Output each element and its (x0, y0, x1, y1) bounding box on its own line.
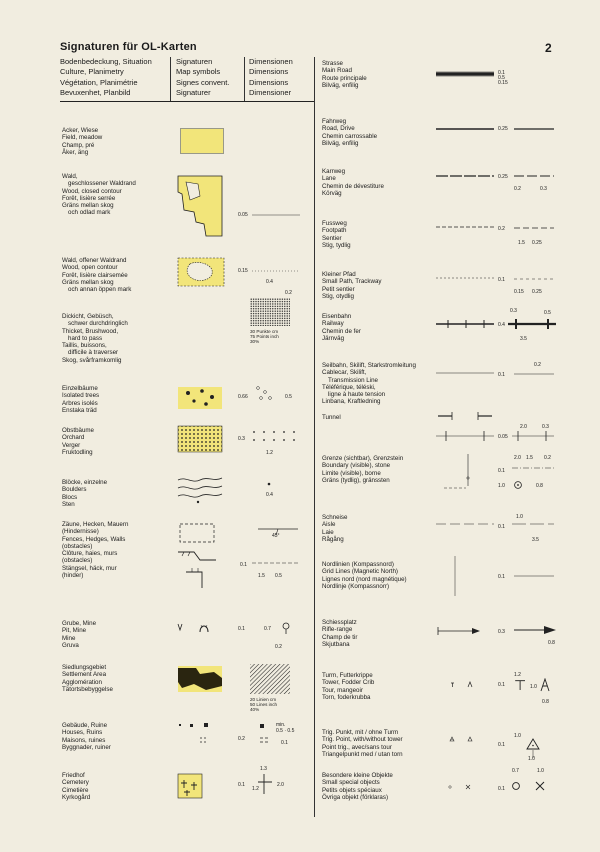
main-road-symbol (436, 64, 496, 84)
entry-footpath: Fussweg Footpath Sentier Stig, tydlig (322, 220, 351, 249)
dimension-label: 0.4 (266, 279, 273, 285)
dimension-line (512, 464, 556, 472)
dimension-label: 1.5 (258, 573, 265, 579)
dimension-label: 0.2 (544, 455, 551, 461)
header-rule (60, 101, 315, 102)
aisle-symbol (436, 520, 496, 528)
dimension-label: 0.1 (498, 468, 505, 474)
dimension-label: 0.3 (540, 186, 547, 192)
entry-special-objects: Besondere kleine Objekte Small special objects Petits objets spéciaux Övriga objekt (förklaras) (322, 772, 393, 801)
dimension-line (252, 560, 300, 568)
entry-cemetery: Friedhof Cemetery Cimetière Kyrkogård (62, 772, 91, 801)
entry-lane: Karrweg Lane Chemin de dévestiture Körväg (322, 168, 384, 197)
dimension-label: 0.15 (238, 268, 248, 274)
rifle-range-symbol (436, 626, 486, 636)
dimension-label: 0.1 (238, 626, 245, 632)
dimension-label: 0.3 (510, 308, 517, 314)
field-meadow-symbol (180, 128, 224, 154)
dimension-label: 0.1 (238, 782, 245, 788)
dimension-label: 0.5 (285, 394, 292, 400)
lane-symbol (436, 171, 496, 181)
dimension-label: 1.0 (514, 733, 521, 739)
dimension-label: 0.05 (238, 212, 248, 218)
dimension-label: 0.7 (512, 768, 519, 774)
dimension-label: 45° (272, 533, 280, 539)
dimension-label: 1.3 (260, 766, 267, 772)
entry-wood-open: Wald, offener Waldrand Wood, open contour Forêt, lisière clairsemée Gräns mellan skog och annan öppen mark (62, 257, 132, 294)
special-object-cross-icon (534, 780, 546, 792)
column-divider (170, 57, 171, 101)
dimension-label: 0.1 (498, 574, 505, 580)
dimension-label: 0.3 (542, 424, 549, 430)
dimension-label: 0.2 (285, 290, 292, 296)
entry-main-road: Strasse Main Road Route principale Bilväg, enfilig (322, 60, 367, 89)
dimension-line (252, 268, 302, 274)
cablecar-symbol (436, 369, 496, 377)
column-divider (244, 57, 245, 101)
dimension-label: 1.2 (514, 672, 521, 678)
settlement-hatch-symbol (250, 664, 290, 694)
dimension-label: 0.1 (240, 562, 247, 568)
dimension-label: 0.05 (498, 434, 508, 440)
small-path-symbol (436, 273, 496, 283)
dimension-label: 0.25 (532, 289, 542, 295)
dimension-label: 0.1 (498, 372, 505, 378)
settlement-symbol (176, 664, 224, 694)
dimension-label: 1.0 (528, 756, 535, 762)
header-column-2: Signaturen Map symbols Signes convent. Signaturer (176, 57, 230, 97)
thicket-screen-note: 30 Punkte cm 75 Points inch 30% (250, 329, 279, 345)
dimension-label: 0.1 (281, 740, 288, 746)
dimension-label: 0.25 (498, 174, 508, 180)
entry-field-meadow: Acker, Wiese Field, meadow Champ, pré Åker, äng (62, 127, 103, 156)
dimension-line (508, 318, 558, 330)
dimension-label: 0.3 (498, 629, 505, 635)
dimension-label: 0.4 (266, 492, 273, 498)
entry-wood-closed: Wald, geschlossener Waldrand Wood, closed contour Forêt, lisière serrée Gräns mellan skog och odlad mark (62, 173, 136, 217)
railway-symbol (436, 318, 496, 330)
cemetery-symbol (176, 772, 206, 802)
dimension-label: 0.25 (532, 240, 542, 246)
fodder-crib-icon (540, 678, 550, 692)
entry-tunnel: Tunnel (322, 414, 341, 421)
entry-thicket: Dickicht, Gebüsch, schwer durchdringlich Thicket, Brushwood, hard to pass Taillis, buissons, difficile à traverser Skog, svårframkomlig (62, 313, 128, 364)
dimension-line (514, 124, 556, 134)
pit-mine-symbol (176, 620, 212, 634)
dimension-label: 1.5 (526, 455, 533, 461)
dimension-line (252, 212, 302, 218)
page-title: Signaturen für OL-Karten (60, 41, 197, 53)
dimension-label: 1.2 (266, 450, 273, 456)
dimension-label: 0.1 (498, 682, 505, 688)
tunnel-symbol (436, 410, 496, 422)
trig-point-icon (526, 738, 540, 750)
entry-orchard: Obstbäume Orchard Verger Fruktodling (62, 427, 94, 456)
dimension-label: 0.66 (238, 394, 248, 400)
special-objects-symbol (446, 782, 476, 792)
dimension-line (512, 520, 556, 528)
entry-fences: Zäune, Hecken, Mauern (Hindernisse) Fences, Hedges, Walls (obstacles) Clôture, haies, murs (obstacles) Stängsel, häck, mur (hinder) (62, 521, 129, 580)
entry-small-path: Kleiner Pfad Small Path, Trackway Petit sentier Stig, otydlig (322, 271, 382, 300)
boundary-stone-icon (512, 479, 524, 491)
wood-closed-symbol (176, 174, 226, 238)
dimension-line (514, 224, 556, 232)
dimension-label: 0.2 (498, 226, 505, 232)
grid-line-symbol (452, 556, 458, 596)
dimension-label: 1.0 (537, 768, 544, 774)
orchard-symbol (176, 424, 224, 454)
entry-pit-mine: Grube, Mine Pit, Mine Mine Gruva (62, 620, 97, 649)
dimension-label: 0.3 (238, 436, 245, 442)
dimension-label: 0.1 (498, 786, 505, 792)
dimension-label: 1.2 (252, 786, 259, 792)
dimension-line (512, 624, 558, 636)
entry-boundary: Grenze (sichtbar), Grenzstein Boundary (visible), stone Limite (visible), borne Gräns (tydlig), gränssten (322, 455, 404, 484)
ruin-detail (258, 736, 274, 746)
header-column-3: Dimensionen Dimensions Dimensions Dimensioner (249, 57, 293, 97)
dimension-label: 0.15 (514, 289, 524, 295)
entry-houses-ruins: Gebäude, Ruine Houses, Ruins Maisons, ruines Byggnader, ruiner (62, 722, 111, 751)
boulder-dot (266, 481, 272, 487)
dimension-line (514, 275, 556, 283)
entry-isolated-trees: Einzelbäume Isolated trees Arbres isolés Enstaka träd (62, 385, 100, 414)
road-drive-symbol (436, 124, 496, 134)
dimension-label: 0.1 (498, 70, 505, 76)
entry-tower: Turm, Futterkrippe Tower, Fodder Crib Tour, mangeoir Torn, foderkrubba (322, 672, 375, 701)
dimension-label: 0.4 (498, 322, 505, 328)
footpath-symbol (436, 222, 496, 232)
dimension-label: 0.1 (498, 524, 505, 530)
entry-road-drive: Fahrweg Road, Drive Chemin carrossable Bilväg, enfilig (322, 118, 378, 147)
boulders-symbol (176, 474, 226, 506)
entry-boulders: Blöcke, einzelne Boulders Blocs Sten (62, 479, 108, 508)
boundary-symbol (436, 452, 496, 492)
trig-point-symbol (448, 734, 478, 744)
header-column-1: Bodenbedeckung, Situation Culture, Planimetry Végétation, Planimétrie Bevuxenhet, Planbild (60, 57, 152, 97)
dimension-label: 0.8 (542, 699, 549, 705)
dimension-label: 0.2 (514, 186, 521, 192)
tower-icon: ⊤ (514, 677, 527, 693)
house-detail (258, 722, 268, 732)
dimension-label: 1.5 (518, 240, 525, 246)
thicket-dot-screen-symbol (250, 298, 290, 326)
dimension-label: 0.7 (264, 626, 271, 632)
dimension-label: 3.5 (532, 537, 539, 543)
orchard-detail (250, 428, 302, 444)
tunnel-detail-symbol (436, 430, 496, 442)
mine-detail (280, 620, 292, 636)
dimension-line (514, 370, 556, 378)
dimension-label: 1.0 (498, 483, 505, 489)
dimension-label: 0.5 (498, 75, 505, 81)
dimension-label: 2.0 (520, 424, 527, 430)
dimension-line (514, 572, 556, 580)
cross-detail (256, 772, 276, 796)
dimension-label: 0.1 (498, 742, 505, 748)
dimension-label: 0.1 (498, 277, 505, 283)
dimension-label: 0.8 (536, 483, 543, 489)
dimension-label: 1.0 (516, 514, 523, 520)
dimension-label: 0.5 (275, 573, 282, 579)
entry-railway: Eisenbahn Railway Chemin de fer Järnväg (322, 313, 361, 342)
dimension-label: 3.5 (520, 336, 527, 342)
dimension-label: 2.0 (514, 455, 521, 461)
dimension-label: 0.8 (548, 640, 555, 646)
dimension-line (512, 430, 556, 442)
entry-rifle-range: Schiessplatz Rifle-range Champ de tir Skjutbana (322, 619, 358, 648)
entry-cablecar: Seilbahn, Skilift, Starkstromleitung Cablecar, Skilift, Transmission Line Téléférique, téléski, ligne à haute tension Linbana, Kraftledning (322, 362, 416, 406)
isolated-trees-detail (252, 384, 282, 406)
entry-aisle: Schneise Aisle Laie Rågång (322, 514, 348, 543)
isolated-trees-symbol (176, 385, 224, 411)
dimension-label: 2.0 (277, 782, 284, 788)
page-number: 2 (545, 41, 552, 55)
entry-settlement: Siedlungsgebiet Settlement Area Agglomération Tätortsbebyggelse (62, 664, 113, 693)
dimension-label: 0.5 (544, 310, 551, 316)
settlement-screen-note: 20 Linien cm 50 Lines inch 40% (250, 697, 278, 713)
dimension-label: 0.25 (498, 126, 508, 132)
entry-trig-point: Trig. Punkt, mit / ohne Turm Trig. Point, with/without tower Point trig., avec/sans tour Triangelpunkt med / utan torn (322, 729, 403, 758)
fences-symbol (176, 520, 230, 590)
dimension-label: 1.0 (530, 684, 537, 690)
houses-ruins-symbol (176, 720, 224, 750)
dimension-label: min. (276, 722, 286, 728)
column-divider (314, 57, 315, 817)
special-object-circle-icon (510, 780, 522, 792)
wood-open-symbol (176, 256, 226, 288)
dimension-label: 0.5 · 0.5 (276, 728, 295, 734)
tower-feeder-symbol (450, 680, 490, 690)
dimension-label: 0.2 (275, 644, 282, 650)
entry-grid-lines: Nordlinien (Kompassnord) Grid Lines (Magnetic North) Lignes nord (nord magnétique) Nordlinje (Kompassnorr) (322, 561, 407, 590)
dimension-label: 0.2 (238, 736, 245, 742)
dimension-label: 0.2 (534, 362, 541, 368)
dimension-line (514, 172, 556, 180)
dimension-label: 0.15 (498, 80, 508, 86)
